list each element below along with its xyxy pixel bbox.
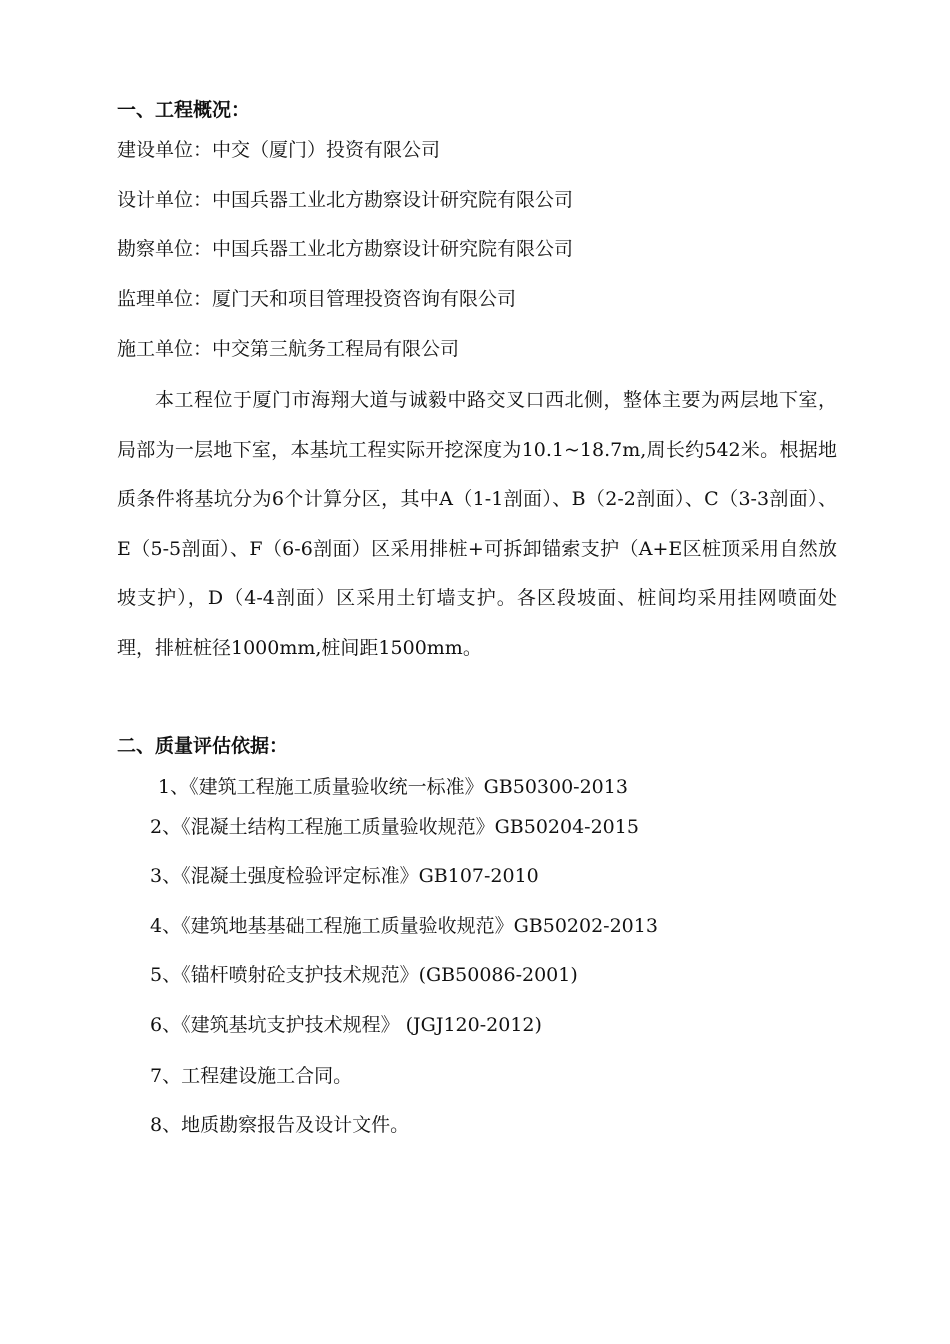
- section-heading-project-overview: 一、工程概况：: [117, 99, 251, 121]
- info-line-design-unit: 设计单位：中国兵器工业北方勘察设计研究院有限公司: [117, 189, 574, 211]
- reference-item-3: 3、《混凝土强度检验评定标准》GB107-2010: [150, 865, 539, 887]
- reference-item-8: 8、地质勘察报告及设计文件。: [150, 1114, 410, 1136]
- reference-item-6: 6、《建筑基坑支护技术规程》 (JGJ120-2012): [150, 1014, 542, 1036]
- info-line-contractor-unit: 施工单位：中交第三航务工程局有限公司: [117, 338, 460, 360]
- reference-item-7: 7、工程建设施工合同。: [150, 1065, 353, 1087]
- section-heading-quality-basis: 二、质量评估依据：: [117, 735, 289, 757]
- info-line-supervision-unit: 监理单位：厦门天和项目管理投资咨询有限公司: [117, 288, 517, 310]
- project-description-paragraph: 本工程位于厦门市海翔大道与诚毅中路交叉口西北侧，整体主要为两层地下室，局部为一层地下室，本基坑工程实际开挖深度为10.1~18.7m,周长约542米。根据地质条件将基坑分为6个计算分区，其中A（1-1剖面）、B（2-2剖面）、C（3-3剖面）、E（5-5剖面）、F（6-6剖面）区采用排桩+可拆卸锚索支护（A+E区桩顶采用自然放坡支护），D（4-4剖面）区采用土钉墙支护。各区段坡面、桩间均采用挂网喷面处理，排桩桩径1000mm,桩间距1500mm。: [117, 389, 837, 659]
- reference-item-2: 2、《混凝土结构工程施工质量验收规范》GB50204-2015: [150, 816, 639, 838]
- info-line-construction-unit: 建设单位：中交（厦门）投资有限公司: [117, 139, 441, 161]
- reference-item-5: 5、《锚杆喷射砼支护技术规范》(GB50086-2001): [150, 964, 578, 986]
- reference-item-4: 4、《建筑地基基础工程施工质量验收规范》GB50202-2013: [150, 915, 658, 937]
- info-line-survey-unit: 勘察单位：中国兵器工业北方勘察设计研究院有限公司: [117, 238, 574, 260]
- reference-item-1: 1、《建筑工程施工质量验收统一标准》GB50300-2013: [158, 776, 628, 798]
